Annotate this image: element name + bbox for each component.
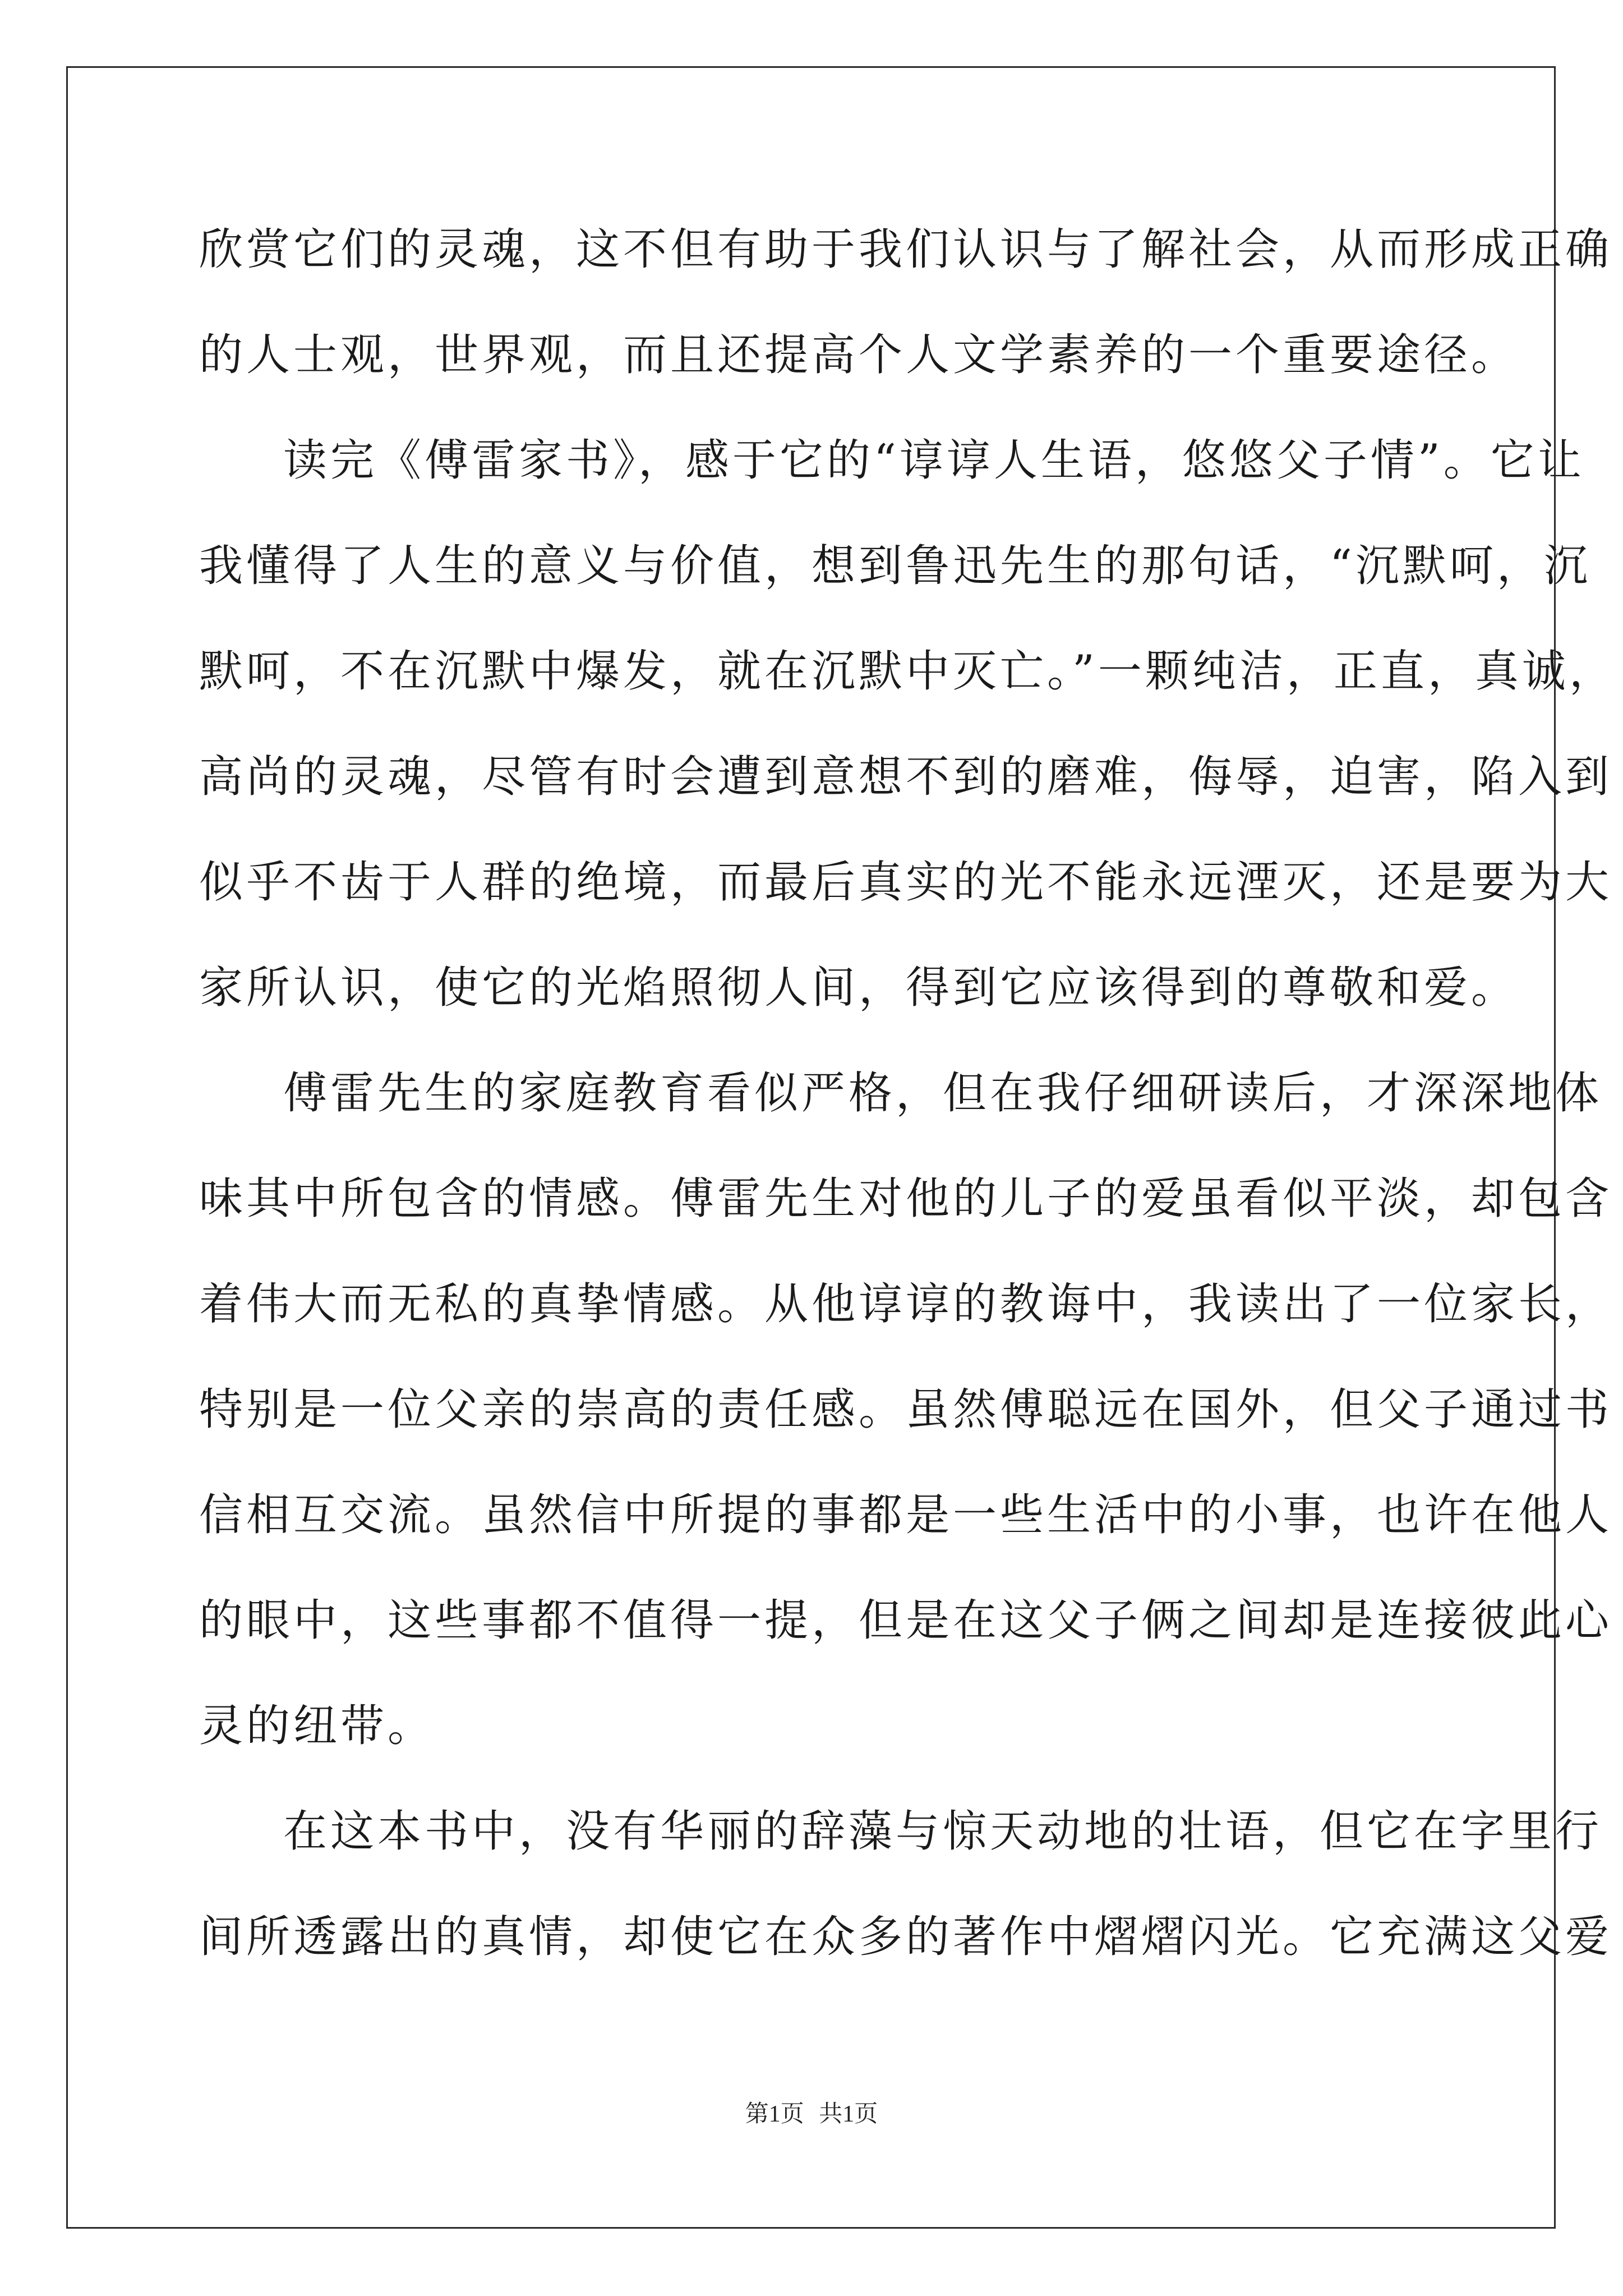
paragraph-start-line: 在这本书中，没有华丽的辞藻与惊天动地的壮语，但它在字里行 xyxy=(283,1806,1603,1857)
text-line: 特别是一位父亲的崇高的责任感。虽然傅聪远在国外，但父子通过书 xyxy=(199,1384,1613,1435)
text-line: 的人士观，世界观，而且还提高个人文学素养的一个重要途径。 xyxy=(199,330,1519,380)
text-line: 间所透露出的真情，却使它在众多的著作中熠熠闪光。它充满这父爱 xyxy=(199,1912,1613,1962)
page-number-current: 第1页 xyxy=(745,2101,804,2127)
text-line: 默呵，不在沉默中爆发，就在沉默中灭亡。”一颗纯洁，正直，真诚， xyxy=(199,646,1616,697)
text-line: 高尚的灵魂，尽管有时会遭到意想不到的磨难，侮辱，迫害，陷入到 xyxy=(199,752,1613,802)
text-line: 似乎不齿于人群的绝境，而最后真实的光不能永远湮灭，还是要为大 xyxy=(199,857,1613,908)
text-line: 信相互交流。虽然信中所提的事都是一些生活中的小事，也许在他人 xyxy=(199,1490,1613,1540)
text-line: 灵的纽带。 xyxy=(199,1701,435,1751)
text-line: 着伟大而无私的真挚情感。从他谆谆的教诲中，我读出了一位家长， xyxy=(199,1279,1613,1329)
page-footer xyxy=(0,2095,1623,2129)
paragraph-start-line: 傅雷先生的家庭教育看似严格，但在我仔细研读后，才深深地体 xyxy=(283,1068,1603,1119)
text-line: 味其中所包含的情感。傅雷先生对他的儿子的爱虽看似平淡，却包含 xyxy=(199,1174,1613,1224)
text-line: 欣赏它们的灵魂，这不但有助于我们认识与了解社会，从而形成正确 xyxy=(199,224,1613,275)
text-line: 的眼中，这些事都不值得一提，但是在这父子俩之间却是连接彼此心 xyxy=(199,1595,1613,1646)
text-line: 家所认识，使它的光焰照彻人间，得到它应该得到的尊敬和爱。 xyxy=(199,963,1519,1013)
text-line: 我懂得了人生的意义与价值，想到鲁迅先生的那句话，“沉默呵，沉 xyxy=(199,541,1591,591)
page-number-total: 共1页 xyxy=(819,2101,878,2127)
paragraph-start-line: 读完《傅雷家书》，感于它的“谆谆人生语，悠悠父子情”。它让 xyxy=(283,435,1585,486)
